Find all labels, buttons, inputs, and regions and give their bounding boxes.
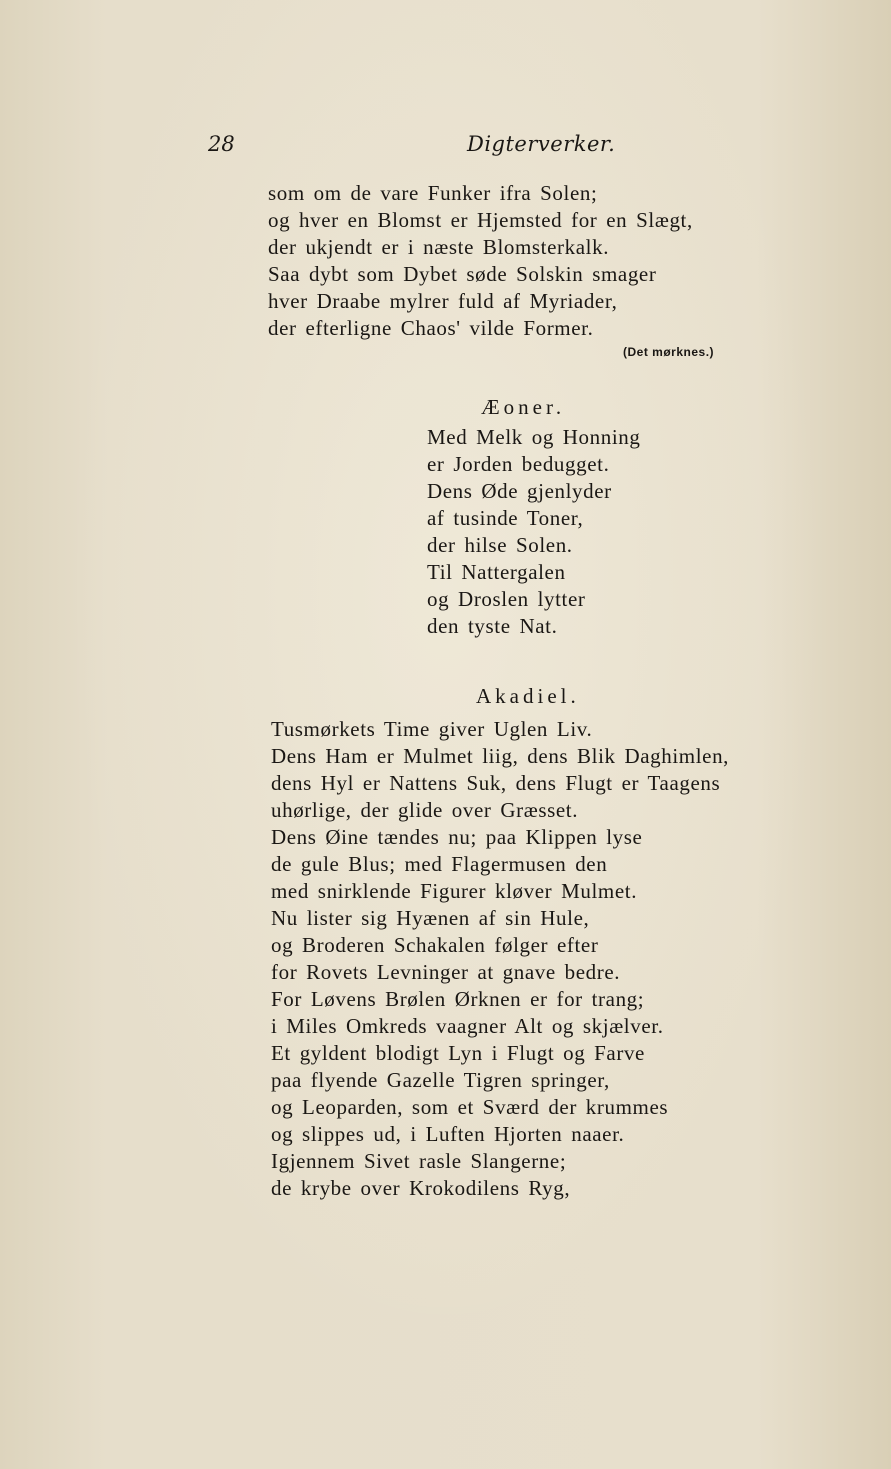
page-header [0, 128, 891, 158]
speaker-name: Akadiel. [476, 684, 580, 708]
verse-line: og hver en Blomst er Hjemsted for en Slægt, [268, 208, 693, 232]
verse-line: Saa dybt som Dybet søde Solskin smager [268, 262, 657, 286]
verse-line: Tusmørkets Time giver Uglen Liv. [271, 717, 593, 741]
verse-line: dens Hyl er Nattens Suk, dens Flugt er Taagens [271, 771, 721, 795]
verse-line: Dens Øde gjenlyder [427, 479, 612, 503]
running-title: Digterverker. [467, 132, 616, 156]
verse-line: Et gyldent blodigt Lyn i Flugt og Farve [271, 1041, 645, 1065]
verse-line: Med Melk og Honning [427, 425, 641, 449]
verse-line: de gule Blus; med Flagermusen den [271, 852, 608, 876]
verse-line: den tyste Nat. [427, 614, 558, 638]
verse-line: og Broderen Schakalen følger efter [271, 933, 599, 957]
verse-line: er Jorden bedugget. [427, 452, 610, 476]
speaker-name: Æoner. [481, 395, 566, 419]
verse-line: Dens Ham er Mulmet liig, dens Blik Daghimlen, [271, 744, 730, 768]
verse-line: af tusinde Toner, [427, 506, 584, 530]
verse-line: der hilse Solen. [427, 533, 573, 557]
verse-line: uhørlige, der glide over Græsset. [271, 798, 579, 822]
page-number: 28 [208, 132, 235, 156]
verse-line: Igjennem Sivet rasle Slangerne; [271, 1149, 567, 1173]
verse-line: og Leoparden, som et Sværd der krummes [271, 1095, 669, 1119]
verse-line: For Løvens Brølen Ørknen er for trang; [271, 987, 645, 1011]
akadiel-verse [271, 716, 729, 1202]
verse-line: som om de vare Funker ifra Solen; [268, 181, 598, 205]
stage-direction: (Det mørknes.) [623, 345, 715, 359]
aeoner-verse [427, 424, 640, 640]
verse-line: paa flyende Gazelle Tigren springer, [271, 1068, 610, 1092]
verse-line: for Rovets Levninger at gnave bedre. [271, 960, 621, 984]
verse-line: der ukjendt er i næste Blomsterkalk. [268, 235, 610, 259]
verse-line: hver Draabe mylrer fuld af Myriader, [268, 289, 618, 313]
opening-verse [268, 180, 693, 342]
verse-line: de krybe over Krokodilens Ryg, [271, 1176, 571, 1200]
verse-line: Til Nattergalen [427, 560, 566, 584]
verse-line: der efterligne Chaos' vilde Former. [268, 316, 594, 340]
verse-line: Nu lister sig Hyænen af sin Hule, [271, 906, 590, 930]
verse-line: med snirklende Figurer kløver Mulmet. [271, 879, 638, 903]
verse-line: i Miles Omkreds vaagner Alt og skjælver. [271, 1014, 664, 1038]
verse-line: Dens Øine tændes nu; paa Klippen lyse [271, 825, 643, 849]
verse-line: og Droslen lytter [427, 587, 586, 611]
verse-line: og slippes ud, i Luften Hjorten naaer. [271, 1122, 625, 1146]
